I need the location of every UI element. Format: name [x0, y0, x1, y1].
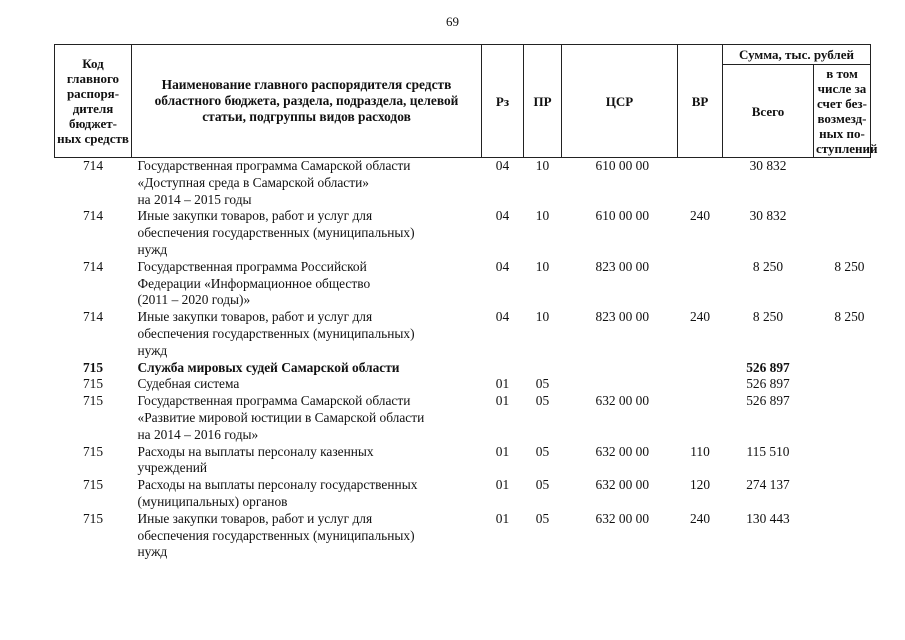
table-row: [55, 259, 871, 309]
cell-free: [814, 477, 871, 511]
cell-csr: 632 00 00: [595, 510, 650, 526]
cell-name-line: Судебная система: [137, 376, 240, 392]
cell-name-line: нужд: [137, 342, 168, 358]
cell-total: 274 137: [746, 477, 790, 493]
cell-free: [814, 158, 871, 209]
table-row: [55, 511, 871, 561]
cell-name-line: (муниципальных) органов: [137, 493, 288, 509]
header-code: Код главного распоря-дителя бюджет-ных средств: [55, 45, 132, 158]
cell-vr: 240: [689, 510, 711, 526]
cell-csr: 823 00 00: [595, 258, 650, 274]
cell-pr: 05: [535, 510, 550, 526]
cell-pr: 05: [535, 477, 550, 493]
header-name: Наименование главного распорядителя средств областного бюджета, раздела, подраздела, целевой статьи, подгруппы видов расходов: [132, 45, 482, 158]
cell-rz: 04: [495, 208, 510, 224]
cell-free: [814, 208, 871, 258]
table-row: [55, 208, 871, 258]
cell-free: [814, 444, 871, 478]
cell-csr: 610 00 00: [595, 208, 650, 224]
cell-rz: 01: [495, 510, 510, 526]
cell-free: [814, 511, 871, 561]
cell-name: [132, 511, 482, 561]
cell-name-line: обеспечения государственных (муниципальных): [137, 527, 415, 543]
cell-name-line: на 2014 – 2016 годы»: [137, 426, 259, 442]
header-free: в том числе за счет без-возмезд-ных по-ступлений: [814, 65, 871, 158]
cell-vr: 110: [690, 443, 710, 459]
cell-name-line: Расходы на выплаты персоналу государственных: [137, 477, 418, 493]
cell-rz: 01: [495, 443, 510, 459]
cell-name-line: обеспечения государственных (муниципальных): [137, 325, 415, 341]
header-sum: Сумма, тыс. рублей: [723, 45, 871, 65]
cell-code: 714: [82, 258, 104, 274]
cell-vr: 120: [689, 477, 711, 493]
cell-code: 714: [82, 158, 104, 173]
cell-code: 714: [82, 208, 104, 224]
cell-vr: 240: [689, 309, 711, 325]
cell-name: [132, 309, 482, 359]
cell-code: 715: [82, 477, 104, 493]
cell-name-line: Федерации «Информационное общество: [137, 275, 371, 291]
cell-pr: 05: [535, 376, 550, 392]
cell-vr: [678, 259, 723, 309]
header-rz: Рз: [482, 45, 524, 158]
cell-free: 8 250: [834, 309, 865, 325]
cell-pr: 10: [535, 208, 550, 224]
cell-rz: 04: [495, 158, 510, 173]
cell-csr: 610 00 00: [595, 158, 650, 173]
cell-vr: 240: [689, 208, 711, 224]
page-number: 69: [446, 14, 459, 29]
cell-code: 715: [82, 510, 104, 526]
cell-name-line: Иные закупки товаров, работ и услуг для: [137, 309, 373, 325]
cell-pr: 10: [535, 258, 550, 274]
cell-name-line: «Развитие мировой юстиции в Самарской области: [137, 409, 425, 425]
cell-csr: [562, 360, 678, 377]
cell-code: 714: [82, 309, 104, 325]
cell-name-line: Государственная программа Самарской области: [137, 158, 411, 173]
cell-rz: 01: [495, 477, 510, 493]
cell-total: 526 897: [746, 376, 790, 392]
header-vr: ВР: [678, 45, 723, 158]
table-header: [55, 45, 878, 158]
cell-code: 715: [82, 393, 104, 409]
table-row: [55, 444, 871, 478]
cell-name: [132, 360, 482, 377]
cell-name-line: нужд: [137, 241, 168, 257]
cell-name: [132, 259, 482, 309]
cell-pr: 05: [535, 443, 550, 459]
cell-name-line: Служба мировых судей Самарской области: [137, 359, 400, 375]
cell-name-line: Иные закупки товаров, работ и услуг для: [137, 208, 373, 224]
cell-name: [132, 376, 482, 393]
cell-name-line: Расходы на выплаты персоналу казенных: [137, 443, 374, 459]
header-total: Всего: [723, 65, 814, 158]
cell-total: 526 897: [746, 393, 790, 409]
cell-total: 8 250: [752, 309, 784, 325]
table-row: [55, 376, 871, 393]
cell-name-line: «Доступная среда в Самарской области»: [137, 174, 369, 190]
cell-name-line: обеспечения государственных (муниципальных): [137, 225, 415, 241]
budget-table: [54, 44, 878, 561]
cell-name-line: Иные закупки товаров, работ и услуг для: [137, 510, 373, 526]
table-row: [55, 477, 871, 511]
cell-rz: 01: [495, 393, 510, 409]
cell-name-line: Государственная программа Российской: [137, 258, 367, 274]
cell-name: [132, 158, 482, 209]
cell-total: 8 250: [752, 258, 784, 274]
cell-vr: [678, 393, 723, 443]
cell-name: [132, 444, 482, 478]
header-csr: ЦСР: [562, 45, 678, 158]
cell-total: 526 897: [746, 359, 790, 375]
cell-total: 130 443: [746, 510, 790, 526]
cell-vr: [678, 360, 723, 377]
cell-name: [132, 208, 482, 258]
cell-free: [814, 376, 871, 393]
cell-name-line: на 2014 – 2015 годы: [137, 191, 252, 207]
cell-free: 8 250: [834, 258, 865, 274]
cell-free: [814, 393, 871, 443]
cell-total: 115 510: [746, 443, 790, 459]
cell-name: [132, 393, 482, 443]
cell-pr: 10: [535, 158, 550, 173]
cell-pr: 05: [535, 393, 550, 409]
cell-name-line: Государственная программа Самарской области: [137, 393, 411, 409]
table-row: [55, 158, 871, 209]
cell-csr: 823 00 00: [595, 309, 650, 325]
cell-total: 30 832: [749, 158, 787, 173]
cell-csr: 632 00 00: [595, 443, 650, 459]
cell-code: 715: [82, 376, 104, 392]
cell-name-line: (2011 – 2020 годы)»: [137, 292, 251, 308]
table-row: [55, 393, 871, 443]
cell-free: [814, 360, 871, 377]
header-pr: ПР: [524, 45, 562, 158]
cell-vr: [678, 158, 723, 209]
cell-code: 715: [82, 443, 104, 459]
cell-code: 715: [82, 359, 104, 375]
cell-total: 30 832: [749, 208, 787, 224]
cell-pr: 10: [535, 309, 550, 325]
cell-rz: 01: [495, 376, 510, 392]
cell-rz: 04: [495, 309, 510, 325]
cell-rz: [482, 360, 524, 377]
cell-csr: 632 00 00: [595, 393, 650, 409]
cell-name: [132, 477, 482, 511]
cell-csr: 632 00 00: [595, 477, 650, 493]
cell-csr: [562, 376, 678, 393]
table-row: [55, 309, 871, 359]
cell-vr: [678, 376, 723, 393]
cell-rz: 04: [495, 258, 510, 274]
cell-name-line: учреждений: [137, 460, 208, 476]
cell-name-line: нужд: [137, 544, 168, 560]
cell-pr: [524, 360, 562, 377]
table-body: [55, 158, 871, 562]
table-row: [55, 360, 871, 377]
